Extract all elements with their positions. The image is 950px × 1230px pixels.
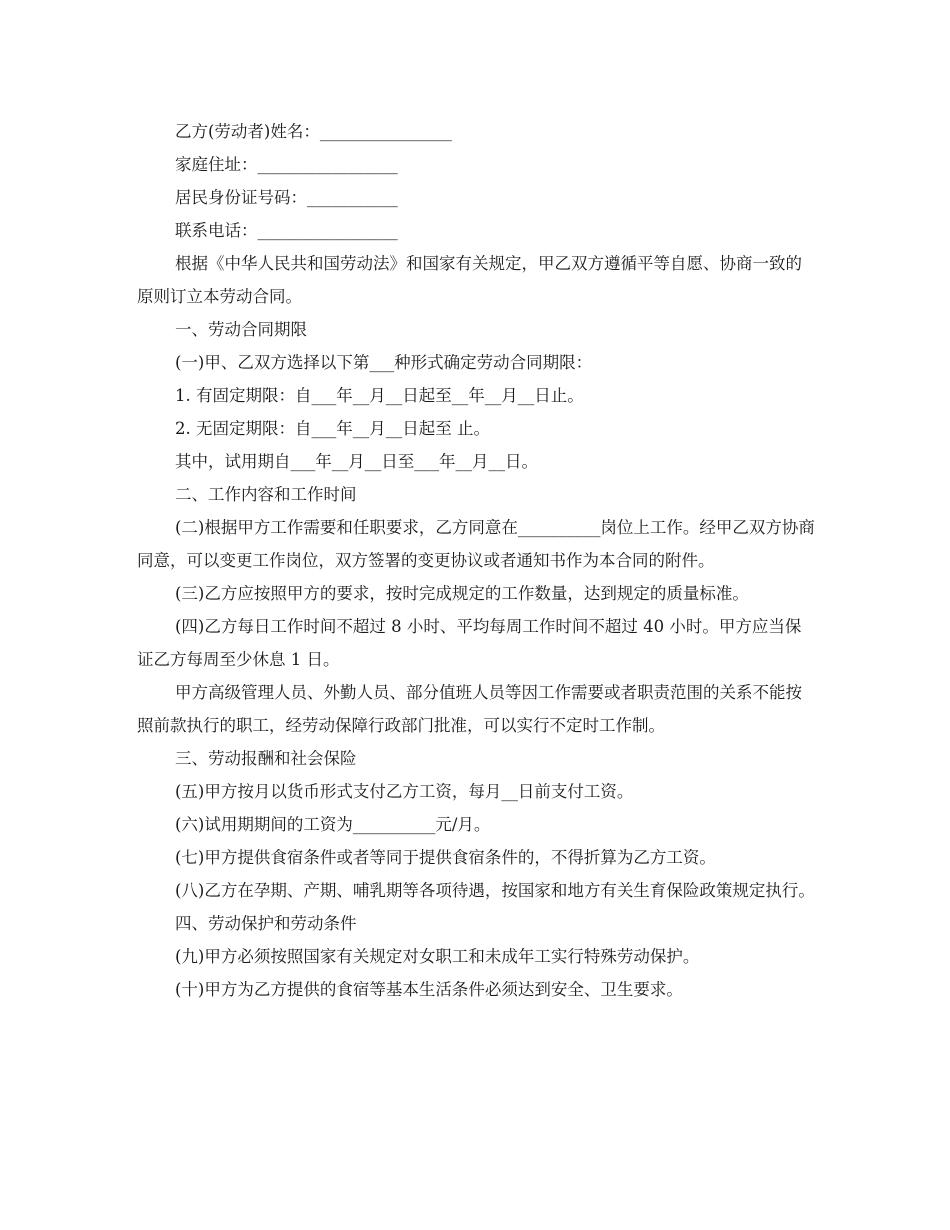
id-number-field: 居民身份证号码：___________ [175, 188, 398, 207]
clause-2: (二)根据甲方工作需要和任职要求，乙方同意在__________岗位上工作。经甲乙双方协商同意，可以变更工作岗位，双方签署的变更协议或者通知书作为本合同的附件。 [137, 518, 815, 570]
section-heading-1: 一、劳动合同期限 [175, 320, 307, 339]
clause-4-exception: 甲方高级管理人员、外勤人员、部分值班人员等因工作需要或者职责范围的关系不能按照前款执行的职工，经劳动保障行政部门批准，可以实行不定时工作制。 [137, 683, 802, 735]
clause-10: (十)甲方为乙方提供的食宿等基本生活条件必须达到安全、卫生要求。 [175, 980, 683, 999]
contract-body [137, 115, 817, 1006]
home-address-field: 家庭住址：_________________ [175, 155, 398, 174]
clause-8: (八)乙方在孕期、产期、哺乳期等各项待遇，按国家和地方有关生育保险政策规定执行。 [175, 881, 815, 900]
clause-5: (五)甲方按月以货币形式支付乙方工资，每月__日前支付工资。 [175, 782, 634, 801]
section-heading-3: 三、劳动报酬和社会保险 [175, 749, 357, 768]
probation-period: 其中，试用期自___年__月__日至___年__月__日。 [175, 452, 538, 471]
clause-6: (六)试用期期间的工资为__________元/月。 [175, 815, 491, 834]
clause-1-option-1: 1. 有固定期限：自___年__月__日起至__年__月__日止。 [175, 386, 584, 405]
clause-3: (三)乙方应按照甲方的要求，按时完成规定的工作数量，达到规定的质量标准。 [175, 584, 749, 603]
clause-4: (四)乙方每日工作时间不超过 8 小时、平均每周工作时间不超过 40 小时。甲方应当保证乙方每周至少休息 1 日。 [137, 617, 802, 669]
section-heading-2: 二、工作内容和工作时间 [175, 485, 357, 504]
worker-name-field: 乙方(劳动者)姓名：________________ [175, 122, 452, 141]
phone-field: 联系电话：_________________ [175, 221, 398, 240]
clause-1: (一)甲、乙双方选择以下第___种形式确定劳动合同期限： [175, 353, 593, 372]
section-heading-4: 四、劳动保护和劳动条件 [175, 914, 357, 933]
preamble-paragraph: 根据《中华人民共和国劳动法》和国家有关规定，甲乙双方遵循平等自愿、协商一致的原则订立本劳动合同。 [137, 254, 802, 306]
clause-9: (九)甲方必须按照国家有关规定对女职工和未成年工实行特殊劳动保护。 [175, 947, 700, 966]
clause-7: (七)甲方提供食宿条件或者等同于提供食宿条件的，不得折算为乙方工资。 [175, 848, 716, 867]
clause-1-option-2: 2. 无固定期限：自___年__月__日起至 止。 [175, 419, 490, 438]
